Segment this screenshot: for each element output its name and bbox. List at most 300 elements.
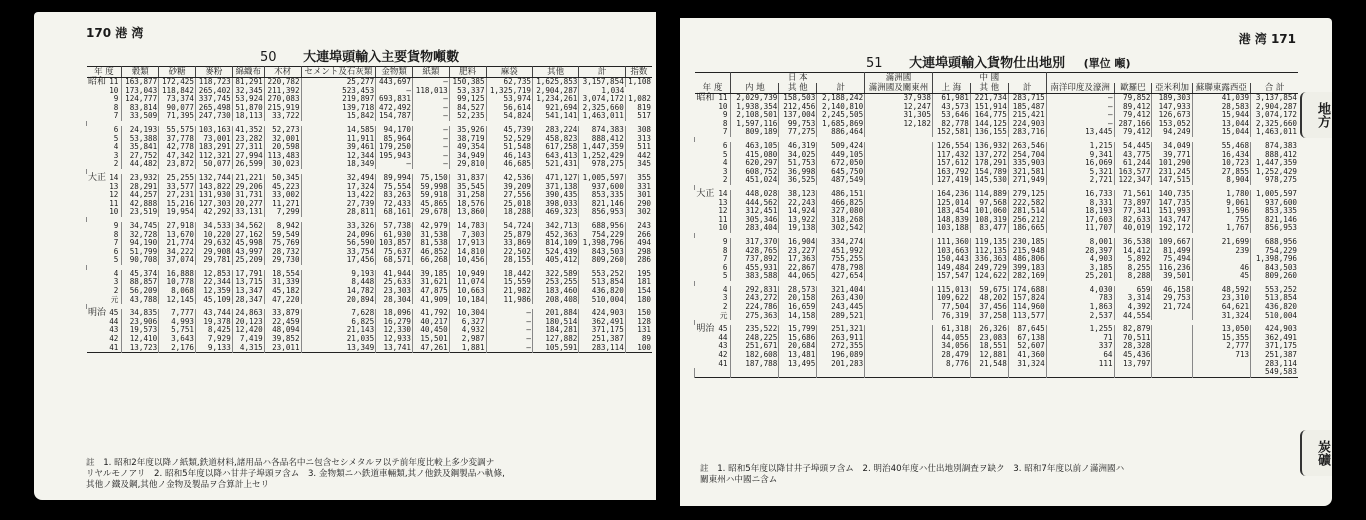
year-cell: 7	[722, 254, 728, 264]
value-cell: 10,949	[449, 270, 486, 279]
value-cell: 336,363	[970, 255, 1008, 264]
value-cell	[865, 294, 933, 303]
value-cell: 13,044	[1192, 120, 1251, 129]
value-cell: 8,448	[301, 278, 376, 287]
value-cell: 13,445	[1046, 128, 1114, 137]
value-cell: 13,860	[449, 208, 486, 217]
value-cell: 163,877	[122, 78, 159, 87]
value-cell: 45,223	[264, 183, 301, 192]
column-header: 計	[579, 67, 625, 78]
era-cell	[87, 256, 108, 265]
value-cell: 617,258	[532, 143, 578, 152]
year-cell: 6	[113, 124, 119, 134]
value-cell: 73,001	[195, 135, 232, 144]
value-cell: 82,633	[1114, 216, 1152, 225]
value-cell: 48,094	[264, 326, 301, 335]
value-cell: 183,460	[532, 287, 578, 296]
year-cell: 3	[722, 166, 728, 176]
value-cell: 10,304	[449, 309, 486, 318]
value-cell: 103,163	[195, 126, 232, 135]
value-cell: 10,184	[449, 296, 486, 305]
value-cell: 2,245,505	[817, 111, 865, 120]
value-cell: 442	[625, 152, 652, 161]
value-cell	[865, 142, 933, 151]
value-cell: 265,402	[195, 87, 232, 96]
value-cell: 163,577	[1114, 168, 1152, 177]
value-cell: 33,131	[232, 208, 264, 217]
value-cell: 455,931	[731, 264, 779, 273]
era-cell	[695, 294, 717, 303]
value-cell: 8,068	[159, 287, 196, 296]
value-cell: 856,953	[579, 208, 625, 217]
value-cell: 180	[625, 296, 652, 305]
value-cell: 521,431	[532, 160, 578, 169]
value-cell: 34,049	[1152, 142, 1192, 151]
era-cell: 明治	[88, 308, 107, 319]
value-cell: 9,133	[195, 344, 232, 353]
value-cell: 73,897	[1114, 199, 1152, 208]
value-cell: 48,202	[970, 294, 1008, 303]
value-cell: 149,484	[932, 264, 970, 273]
value-cell: 7,303	[449, 231, 486, 240]
era-cell	[695, 151, 717, 160]
value-cell: 1,463,011	[579, 112, 625, 121]
left-table-title	[260, 46, 459, 65]
value-cell: 14,783	[449, 222, 486, 231]
value-cell	[865, 159, 933, 168]
value-cell	[1152, 334, 1192, 343]
value-cell: 21,982	[486, 287, 532, 296]
value-cell: 116,236	[1152, 264, 1192, 273]
blank-cell	[1008, 368, 1046, 377]
value-cell: 50,077	[195, 160, 232, 169]
value-cell: 20,158	[779, 294, 817, 303]
blank-cell	[865, 368, 933, 377]
era-cell	[695, 247, 717, 256]
value-cell: 486,151	[817, 190, 865, 199]
value-cell: 15,501	[412, 335, 449, 344]
value-cell: 183,291	[195, 143, 232, 152]
value-cell: 31,339	[264, 278, 301, 287]
year-cell: 3	[113, 277, 119, 287]
value-cell: 115,013	[932, 286, 970, 295]
value-cell: 20,277	[232, 200, 264, 209]
value-cell: 29,730	[264, 256, 301, 265]
value-cell: 89,994	[376, 174, 413, 183]
value-cell: 10,723	[1192, 159, 1251, 168]
value-cell: 337,745	[195, 95, 232, 104]
value-cell: 45,436	[1114, 351, 1152, 360]
era-cell	[695, 255, 717, 264]
value-cell: 317,370	[731, 238, 779, 247]
value-cell: 81,538	[412, 239, 449, 248]
blank-cell	[1152, 368, 1192, 377]
value-cell: 187,788	[731, 360, 779, 369]
value-cell: 11,707	[1046, 224, 1114, 233]
value-cell: 71,395	[159, 112, 196, 121]
value-cell: 31,621	[412, 278, 449, 287]
value-cell: 20,894	[301, 296, 376, 305]
value-cell: 17,913	[449, 239, 486, 248]
value-cell: 101,290	[1152, 159, 1192, 168]
left-table-title-text: 大連埠頭輸入主要貨物噸數	[303, 50, 460, 65]
value-cell: 513,854	[1251, 294, 1298, 303]
value-cell: 14,585	[301, 126, 376, 135]
value-cell: 41,792	[412, 309, 449, 318]
table-row	[87, 208, 653, 217]
value-cell: 23,310	[1192, 294, 1251, 303]
value-cell: 72,433	[376, 200, 413, 209]
value-cell: 25,255	[159, 174, 196, 183]
value-cell: 140,735	[1152, 190, 1192, 199]
value-cell: 157,824	[1008, 294, 1046, 303]
year-cell: 11	[718, 93, 728, 102]
column-header: 其 他	[779, 83, 817, 94]
value-cell: 27,739	[301, 200, 376, 209]
era-cell	[695, 286, 717, 295]
value-cell: 362,491	[579, 318, 625, 327]
value-cell: 224,903	[1008, 120, 1046, 129]
value-cell: 45,374	[122, 270, 159, 279]
blank-group-cell	[1046, 73, 1250, 84]
value-cell: 20,123	[232, 318, 264, 327]
value-cell: 275,363	[731, 312, 779, 321]
value-cell: 16,659	[779, 303, 817, 312]
value-cell: 15,686	[779, 334, 817, 343]
value-cell: 131	[625, 326, 652, 335]
value-cell: —	[486, 318, 532, 327]
value-cell: —	[412, 143, 449, 152]
column-header: 其 他	[970, 83, 1008, 94]
value-cell: 1,215	[1046, 142, 1114, 151]
value-cell: 49,354	[449, 143, 486, 152]
value-cell: 1,398,796	[579, 239, 625, 248]
value-cell: 61,318	[932, 325, 970, 334]
year-cell: 11	[718, 214, 728, 224]
value-cell: 103,857	[376, 239, 413, 248]
era-cell: 昭和	[88, 77, 107, 87]
value-cell: 383,588	[731, 272, 779, 281]
value-cell: 152,581	[932, 128, 970, 137]
section-tab-chiho[interactable]: 地方	[1300, 92, 1332, 138]
value-cell	[865, 216, 933, 225]
value-cell: 398,033	[532, 200, 578, 209]
value-cell: 256,212	[1008, 216, 1046, 225]
year-cell: 12	[109, 190, 119, 200]
era-cell	[87, 191, 108, 200]
value-cell: 12,145	[159, 296, 196, 305]
value-cell: 109,622	[932, 294, 970, 303]
value-cell: 321,581	[1008, 168, 1046, 177]
column-header: 計	[817, 83, 865, 94]
value-cell: 17,324	[301, 183, 376, 192]
value-cell: 182,608	[731, 351, 779, 360]
year-cell: 8	[722, 245, 728, 255]
value-cell: 2,188,242	[817, 94, 865, 103]
value-cell: —	[1046, 111, 1114, 120]
era-cell	[87, 335, 108, 344]
value-cell: 1,034	[579, 87, 625, 96]
value-cell: 13,715	[232, 278, 264, 287]
value-cell: 79,852	[1114, 94, 1152, 103]
value-cell: 13,670	[159, 231, 196, 240]
year-cell: 2	[113, 159, 119, 169]
value-cell: 150,443	[932, 255, 970, 264]
value-cell: 36,998	[779, 168, 817, 177]
era-cell	[87, 104, 108, 113]
value-cell: 181	[625, 278, 652, 287]
value-cell: 443,697	[376, 78, 413, 87]
value-cell: 28,573	[779, 286, 817, 295]
value-cell: —	[412, 160, 449, 169]
year-cell: 9	[722, 236, 728, 246]
value-cell: 7,777	[159, 309, 196, 318]
value-cell: 46,685	[486, 160, 532, 169]
column-header: セメント及石灰類	[301, 67, 376, 78]
value-cell: 29,781	[195, 256, 232, 265]
value-cell: 54,724	[486, 222, 532, 231]
value-cell: 66,268	[412, 256, 449, 265]
year-cell: 44	[718, 332, 728, 342]
value-cell: 1,463,011	[1251, 128, 1298, 137]
value-cell: 8,425	[195, 326, 232, 335]
value-cell: 220,782	[264, 78, 301, 87]
value-cell: 1,780	[1192, 190, 1251, 199]
value-cell: 843,503	[579, 248, 625, 257]
value-cell: 11,271	[264, 200, 301, 209]
value-cell: 59,998	[412, 183, 449, 192]
value-cell: 61,981	[932, 94, 970, 103]
value-cell: 978,275	[1251, 176, 1298, 185]
value-cell: —	[1046, 94, 1114, 103]
value-cell: 2,537	[1046, 312, 1114, 321]
value-cell: 313	[625, 135, 652, 144]
value-cell: 25,209	[232, 256, 264, 265]
value-cell: 41,360	[1008, 351, 1046, 360]
right-running-header: 港 湾 171	[1238, 32, 1296, 46]
era-cell	[87, 318, 108, 327]
value-cell: 59,675	[970, 286, 1008, 295]
value-cell: 541,141	[532, 112, 578, 121]
value-cell: 137,004	[779, 111, 817, 120]
value-cell: 89,412	[1114, 103, 1152, 112]
value-cell: 301	[625, 191, 652, 200]
blank-cell	[695, 368, 717, 377]
column-header: 上 海	[932, 83, 970, 94]
table-row	[695, 176, 1299, 185]
value-cell: 334,274	[817, 238, 865, 247]
column-header: 年 度	[695, 83, 731, 94]
value-cell: 184,281	[532, 326, 578, 335]
table-row	[695, 312, 1299, 321]
value-cell: 215,421	[1008, 111, 1046, 120]
value-cell: 248,225	[731, 334, 779, 343]
value-cell: 109,667	[1152, 238, 1192, 247]
value-cell: 22,502	[486, 248, 532, 257]
value-cell: 2,721	[1046, 176, 1114, 185]
value-cell: 809,189	[731, 128, 779, 137]
value-cell: 47,875	[412, 287, 449, 296]
value-cell: 12,359	[195, 287, 232, 296]
value-cell: 251,671	[731, 342, 779, 351]
value-cell: 853,335	[1251, 207, 1298, 216]
value-cell: 45,109	[195, 296, 232, 305]
value-cell: 1,447,359	[579, 143, 625, 152]
value-cell: 524,439	[532, 248, 578, 257]
value-cell: 469,323	[532, 208, 578, 217]
value-cell: 16,279	[376, 318, 413, 327]
value-cell: 28,397	[1046, 247, 1114, 256]
era-cell	[87, 278, 108, 287]
value-cell: 172,425	[159, 78, 196, 87]
value-cell: 118,723	[195, 78, 232, 87]
table-row	[87, 160, 653, 169]
value-cell: 28,479	[932, 351, 970, 360]
value-cell: 13,922	[779, 216, 817, 225]
era-cell	[87, 344, 108, 353]
value-cell: 15,944	[1192, 111, 1251, 120]
value-cell: 20,684	[779, 342, 817, 351]
value-cell: 48,592	[1192, 286, 1251, 295]
year-cell: 4	[113, 268, 119, 278]
year-cell: 8	[113, 102, 119, 112]
value-cell: 124,622	[970, 272, 1008, 281]
right-footnotes	[700, 464, 1300, 486]
value-cell: 16,904	[779, 238, 817, 247]
value-cell: 38,123	[779, 190, 817, 199]
value-cell: 45,998	[232, 239, 264, 248]
value-cell: 34,949	[449, 152, 486, 161]
value-cell: 2,108,501	[731, 111, 779, 120]
value-cell: 2,325,660	[1251, 120, 1298, 129]
value-cell: 9,341	[1046, 151, 1114, 160]
value-cell: 17,603	[1046, 216, 1114, 225]
value-cell: 33,754	[301, 248, 376, 257]
era-cell	[695, 360, 717, 369]
value-cell: 118,842	[159, 87, 196, 96]
value-cell: 1,255	[1046, 325, 1114, 334]
value-cell: 287,166	[1114, 120, 1152, 129]
era-cell	[87, 87, 108, 96]
value-cell: 13,050	[1192, 325, 1251, 334]
year-cell: 14	[718, 188, 728, 198]
column-header: 蘇聯東露西亞	[1192, 83, 1251, 94]
value-cell: 25,018	[486, 200, 532, 209]
value-cell: 937,600	[579, 183, 625, 192]
value-cell: 14,158	[779, 312, 817, 321]
value-cell: 79,412	[1114, 111, 1152, 120]
era-cell	[87, 160, 108, 169]
value-cell: 809,260	[1251, 272, 1298, 281]
era-cell	[695, 142, 717, 151]
value-cell: 436,820	[579, 287, 625, 296]
value-cell: 148,839	[932, 216, 970, 225]
value-cell: 39,501	[1152, 272, 1192, 281]
blank-cell	[731, 368, 779, 377]
left-footnote-line: 其他ノ鐵及鋼,其他ノ金物及製品ヲ合算計上セリ	[86, 480, 270, 490]
value-cell: 1,325,719	[486, 87, 532, 96]
value-cell: 8,001	[1046, 238, 1114, 247]
value-cell: 46,143	[486, 152, 532, 161]
era-cell	[695, 168, 717, 177]
value-cell: 43,573	[932, 103, 970, 112]
value-cell: 1,881	[449, 344, 486, 353]
value-cell: 75,150	[412, 174, 449, 183]
value-cell: 8,255	[1114, 264, 1152, 273]
value-cell: 28,583	[1192, 103, 1251, 112]
blank-cell	[970, 368, 1008, 377]
value-cell: 40,019	[1114, 224, 1152, 233]
value-cell	[865, 342, 933, 351]
value-cell: 289,521	[817, 312, 865, 321]
era-cell	[87, 208, 108, 217]
value-cell: 620,297	[731, 159, 779, 168]
era-cell	[695, 312, 717, 321]
value-cell: 122,347	[1114, 176, 1152, 185]
value-cell: 18,288	[486, 208, 532, 217]
value-cell: 271,949	[1008, 176, 1046, 185]
value-cell: 693,831	[376, 95, 413, 104]
value-cell: 608,752	[731, 168, 779, 177]
year-cell: 44	[109, 316, 119, 326]
blank-cell	[932, 368, 970, 377]
value-cell: 157,547	[932, 272, 970, 281]
value-cell: 15,842	[301, 112, 376, 121]
value-cell: 362,491	[1251, 334, 1298, 343]
value-cell: 21,724	[1152, 303, 1192, 312]
value-cell: 302	[625, 208, 652, 217]
value-cell: 1,447,359	[1251, 159, 1298, 168]
value-cell: 56,590	[301, 239, 376, 248]
year-cell: 9	[113, 220, 119, 230]
left-data-table	[86, 66, 652, 353]
value-cell: 24,863	[232, 309, 264, 318]
value-cell: 21,774	[159, 239, 196, 248]
value-cell: 27,311	[232, 143, 264, 152]
value-cell: 24,096	[301, 231, 376, 240]
value-cell: 298	[625, 248, 652, 257]
value-cell: 511	[625, 143, 652, 152]
value-cell: 27,162	[232, 231, 264, 240]
value-cell: 114,960	[1008, 303, 1046, 312]
value-cell: 478,798	[817, 264, 865, 273]
value-cell: 26,599	[232, 160, 264, 169]
value-cell: 23,011	[264, 344, 301, 353]
column-header: 亞米利加	[1152, 83, 1192, 94]
value-cell: 54,445	[1114, 142, 1152, 151]
value-cell: 18,096	[376, 309, 413, 318]
value-cell: 113,483	[264, 152, 301, 161]
value-cell: 1,005,597	[579, 174, 625, 183]
value-cell: 33,577	[159, 183, 196, 192]
era-cell	[87, 95, 108, 104]
era-cell	[87, 152, 108, 161]
section-tab-tanko[interactable]: 炭礦	[1300, 430, 1332, 476]
value-cell: 30,023	[264, 160, 301, 169]
value-cell: 8,942	[264, 222, 301, 231]
value-cell: —	[486, 326, 532, 335]
value-cell: 18,193	[1046, 207, 1114, 216]
value-cell: 13,422	[301, 191, 376, 200]
value-cell: 13,495	[779, 360, 817, 369]
column-header: 計	[1008, 83, 1046, 94]
value-cell: 12,330	[376, 326, 413, 335]
year-cell: 5	[722, 149, 728, 159]
value-cell	[865, 334, 933, 343]
value-cell: 283,404	[731, 224, 779, 233]
value-cell: 517	[625, 112, 652, 121]
year-cell: 13	[718, 197, 728, 207]
